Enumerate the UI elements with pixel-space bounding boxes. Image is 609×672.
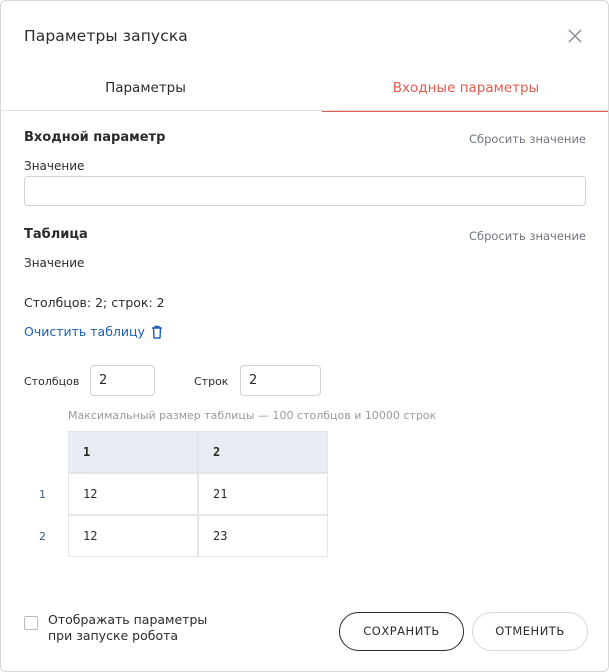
- table-cell[interactable]: 23: [198, 515, 328, 557]
- table-cell[interactable]: 12: [68, 473, 198, 515]
- table-param-title: Таблица: [24, 227, 88, 242]
- close-button[interactable]: [566, 27, 584, 45]
- input-param-value-label: Значение: [24, 159, 85, 173]
- close-icon: [566, 27, 584, 45]
- columns-label: Столбцов: [24, 375, 80, 388]
- columns-input[interactable]: [90, 365, 155, 396]
- cancel-button[interactable]: ОТМЕНИТЬ: [472, 612, 588, 651]
- table-param-reset-link[interactable]: Сбросить значение: [468, 229, 586, 243]
- input-param-title: Входной параметр: [24, 130, 166, 145]
- table-row-number: 2: [39, 530, 46, 543]
- clear-table-label: Очистить таблицу: [24, 324, 145, 339]
- table-header-cell: 2: [198, 431, 328, 473]
- tab-input-parameters-label: Входные параметры: [392, 80, 540, 96]
- rows-label: Строк: [194, 375, 229, 388]
- table-size-info: Столбцов: 2; строк: 2: [24, 295, 165, 310]
- tab-parameters-label: Параметры: [105, 80, 186, 96]
- table-cell[interactable]: 12: [68, 515, 198, 557]
- tab-divider: [1, 110, 609, 111]
- rows-input[interactable]: [240, 365, 321, 396]
- clear-table-link[interactable]: [24, 324, 163, 339]
- table-param-value-label: Значение: [24, 256, 85, 270]
- trash-icon: [151, 325, 163, 339]
- tab-parameters[interactable]: [1, 71, 290, 111]
- input-param-reset-link[interactable]: Сбросить значение: [468, 132, 586, 146]
- tab-input-parameters[interactable]: [322, 71, 609, 111]
- show-params-checkbox-label[interactable]: Отображать параметры при запуске робота: [48, 612, 208, 643]
- show-params-checkbox[interactable]: [24, 616, 38, 630]
- table-row-number: 1: [39, 488, 46, 501]
- save-button[interactable]: СОХРАНИТЬ: [339, 612, 464, 651]
- dialog-title: Параметры запуска: [24, 27, 188, 45]
- input-param-value-field[interactable]: [24, 176, 586, 206]
- table-header-cell: 1: [68, 431, 198, 473]
- table-cell[interactable]: 21: [198, 473, 328, 515]
- table-size-hint: Максимальный размер таблицы — 100 столбцов и 10000 строк: [68, 409, 437, 422]
- tab-bar: [1, 71, 609, 111]
